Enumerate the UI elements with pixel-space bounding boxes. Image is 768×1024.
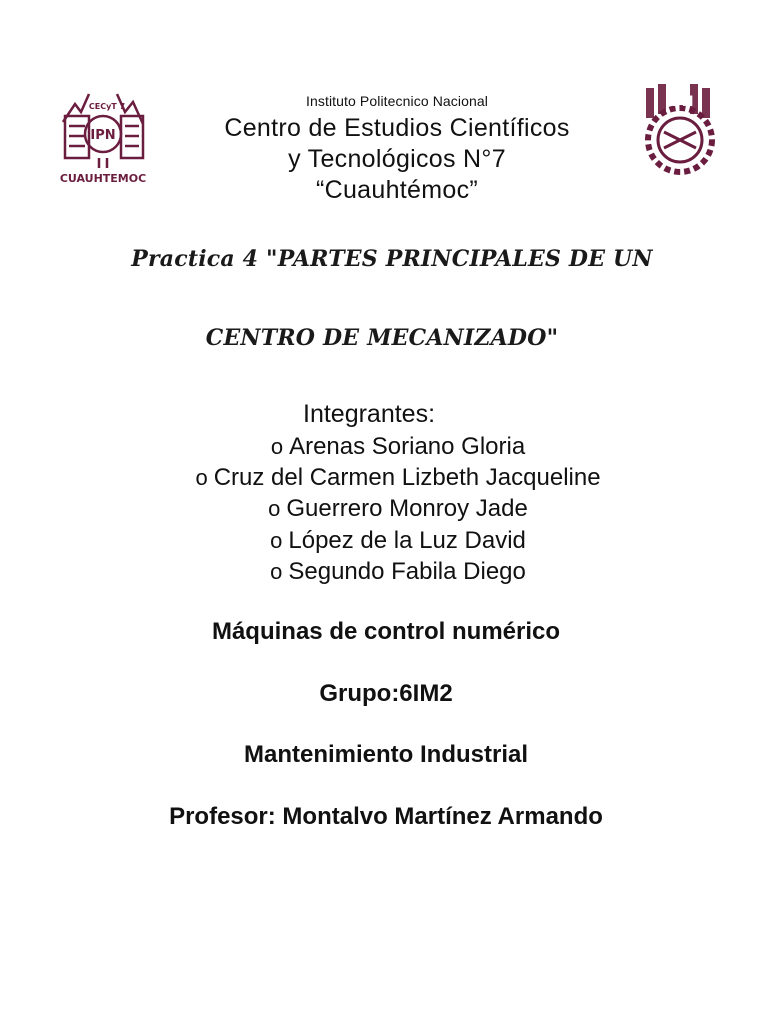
member-name: Guerrero Monroy Jade xyxy=(286,495,528,522)
member-item xyxy=(14,431,768,462)
practice-title-line2: CENTRO DE MECANIZADO" xyxy=(205,325,559,351)
svg-text:CECyT 7: CECyT 7 xyxy=(88,102,126,111)
school-name-line2: y Tecnológicos N°7 xyxy=(288,145,506,173)
member-name: Arenas Soriano Gloria xyxy=(289,433,526,460)
member-item xyxy=(14,493,768,524)
member-item xyxy=(14,525,768,556)
teacher-name: Profesor: Montalvo Martínez Armando xyxy=(169,803,603,830)
member-item xyxy=(14,462,768,493)
svg-text:IPN: IPN xyxy=(90,128,116,143)
practice-title-line1: Practica 4 "PARTES PRINCIPALES DE UN xyxy=(131,246,653,272)
school-name-line1: Centro de Estudios Científicos xyxy=(224,114,570,142)
bullet-icon: o xyxy=(195,465,208,490)
svg-text:CUAUHTEMOC: CUAUHTEMOC xyxy=(59,172,147,185)
svg-text:IPN: IPN xyxy=(666,94,694,110)
bullet-icon: o xyxy=(270,559,283,584)
school-name-line3: “Cuauhtémoc” xyxy=(316,176,478,204)
member-name: Segundo Fabila Diego xyxy=(288,558,526,585)
member-name: Cruz del Carmen Lizbeth Jacqueline xyxy=(213,464,601,491)
member-name: López de la Luz David xyxy=(288,527,526,554)
school-name xyxy=(13,113,768,206)
institute-name: Instituto Politecnico Nacional xyxy=(306,93,488,109)
career-name: Mantenimiento Industrial xyxy=(243,741,528,768)
bullet-icon: o xyxy=(270,528,283,553)
integrantes-title: Integrantes: xyxy=(303,400,436,428)
bullet-icon: o xyxy=(270,434,284,459)
member-item xyxy=(14,556,768,587)
bullet-icon: o xyxy=(268,496,281,521)
group-label: Grupo:6IM2 xyxy=(319,680,453,707)
course-name: Máquinas de control numérico xyxy=(211,618,561,645)
